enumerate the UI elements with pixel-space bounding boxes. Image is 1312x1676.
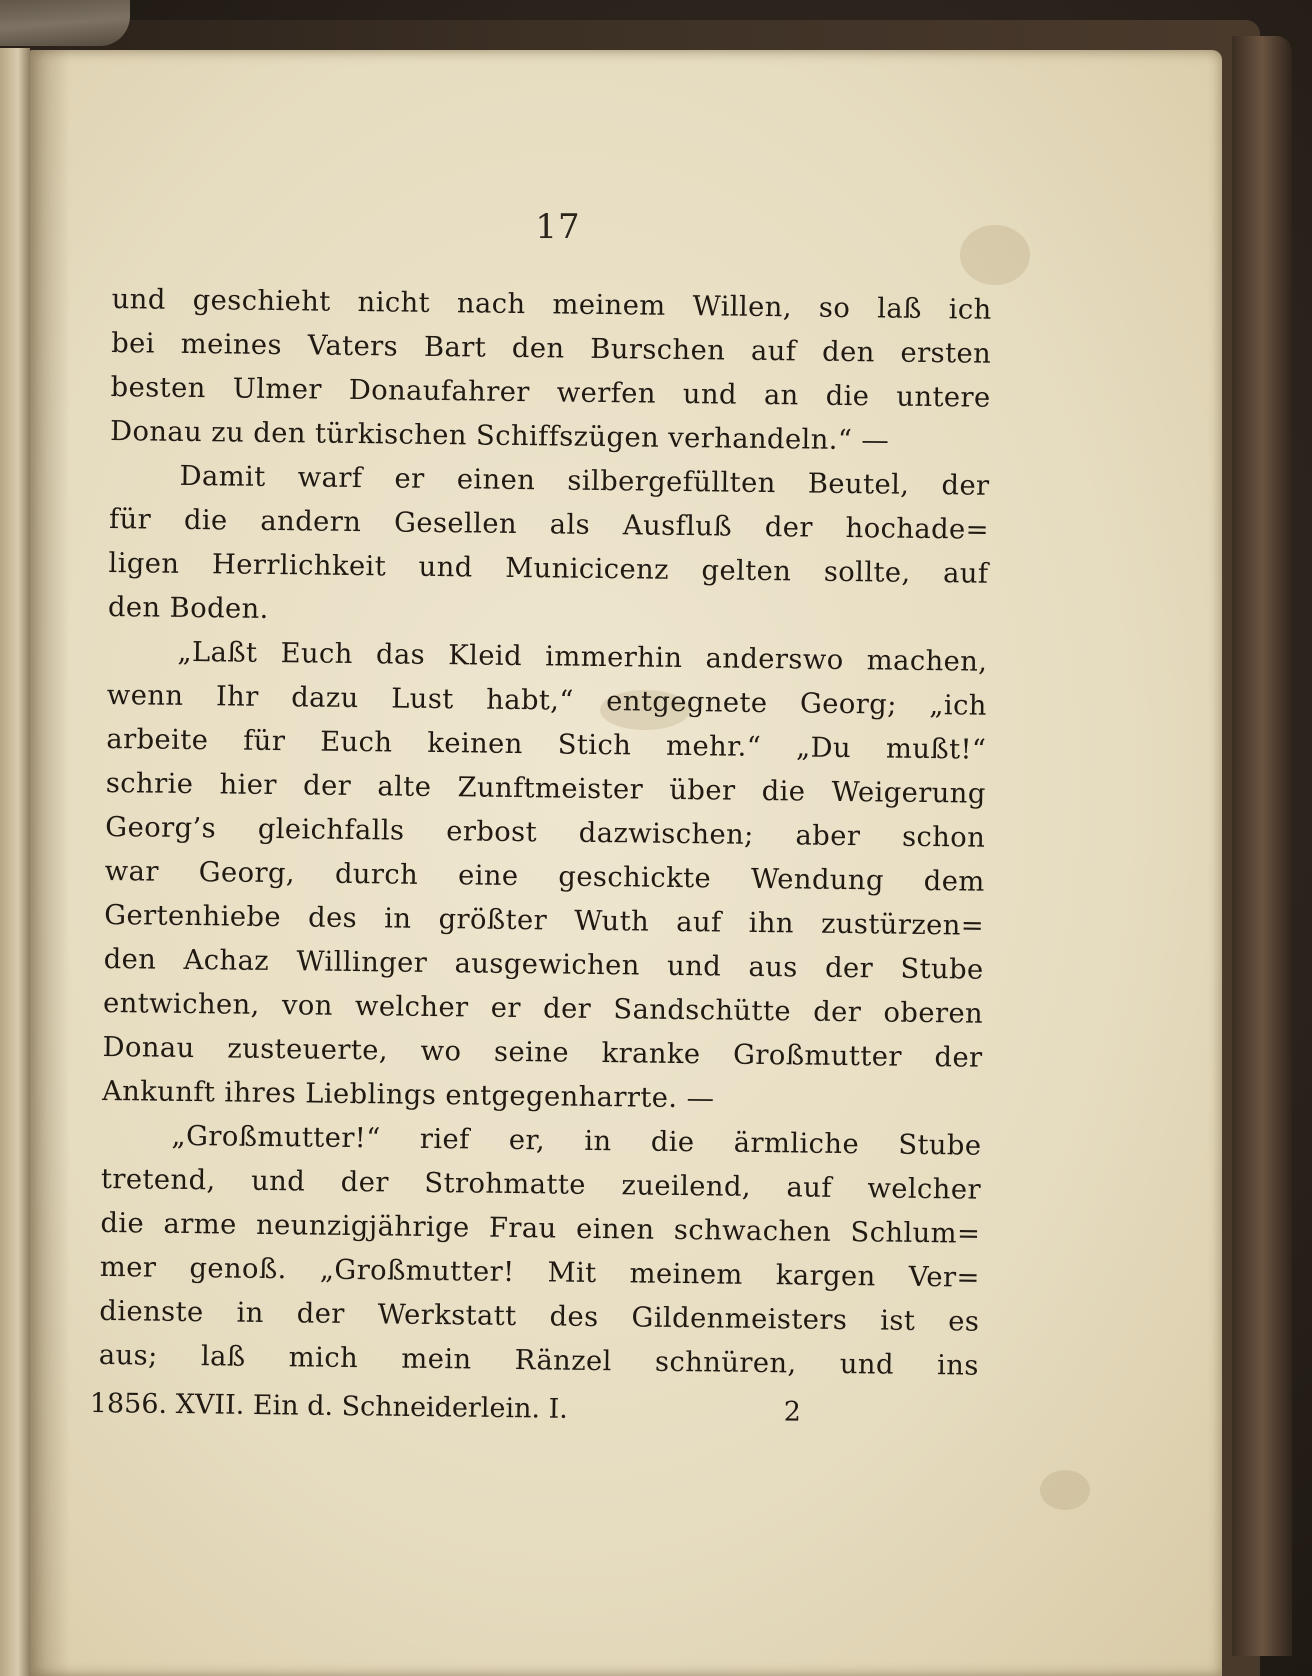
text-line: Gertenhiebe des in größter Wuth auf ihn zustürzen= (104, 899, 985, 942)
text-line: die arme neunzigjährige Frau einen schwachen Schlum= (100, 1207, 981, 1250)
text-line: für die andern Gesellen als Ausfluß der hochade= (108, 503, 990, 546)
text-line: ligen Herrlichkeit und Municicenz gelten sollte, auf (108, 547, 989, 590)
text-line: mer genoß. „Großmutter! Mit meinem kargen Ver= (99, 1251, 981, 1294)
body-text (99, 278, 992, 1389)
text-line: Georg’s gleichfalls erbost dazwischen; aber schon (105, 811, 986, 854)
text-line: Damit warf er einen silbergefüllten Beutel, der (179, 460, 990, 502)
text-line: Ankunft ihres Lieblings entgegenharrte. — (101, 1075, 715, 1115)
text-line: besten Ulmer Donaufahrer werfen und an die untere (110, 371, 991, 414)
page-number: 17 (535, 207, 581, 247)
text-line: „Laßt Euch das Kleid immerhin anderswo machen, (177, 636, 988, 678)
paper-stain (1040, 1470, 1090, 1510)
text-line: schrie hier der alte Zunftmeister über die Weigerung (105, 767, 986, 810)
page-gutter-shadow (30, 50, 70, 1676)
cover-edge (1232, 36, 1292, 1656)
text-line: aus; laß mich mein Ränzel schnüren, und ins (98, 1339, 979, 1382)
sheet-number: 2 (783, 1396, 802, 1428)
text-line: den Achaz Willinger ausgewichen und aus der Stube (103, 943, 984, 986)
bookmark-string (0, 0, 130, 46)
text-line: bei meines Vaters Bart den Burschen auf den ersten (111, 327, 992, 370)
text-line: Donau zusteuerte, wo seine kranke Großmutter der (102, 1031, 983, 1074)
text-line: den Boden. (107, 591, 269, 625)
paper-stain (960, 225, 1030, 285)
text-line: tretend, und der Strohmatte zueilend, auf welcher (100, 1163, 982, 1206)
left-page-edge (0, 48, 30, 1676)
text-line: entwichen, von welcher er der Sandschütte der oberen (102, 987, 984, 1030)
text-line: „Großmutter!“ rief er, in die ärmliche Stube (171, 1120, 982, 1162)
text-line: arbeite für Euch keinen Stich mehr.“ „Du mußt!“ (106, 723, 987, 766)
text-line: war Georg, durch eine geschickte Wendung dem (104, 855, 985, 898)
printer-signature: 1856. XVII. Ein d. Schneiderlein. I. (89, 1388, 569, 1425)
text-line: dienste in der Werkstatt des Gildenmeisters ist es (99, 1295, 980, 1338)
text-line: Donau zu den türkischen Schiffszügen verhandeln.“ — (109, 415, 890, 457)
text-line: und geschieht nicht nach meinem Willen, so laß ich (111, 283, 992, 326)
text-line: wenn Ihr dazu Lust habt,“ entgegnete Georg; „ich (106, 679, 988, 722)
